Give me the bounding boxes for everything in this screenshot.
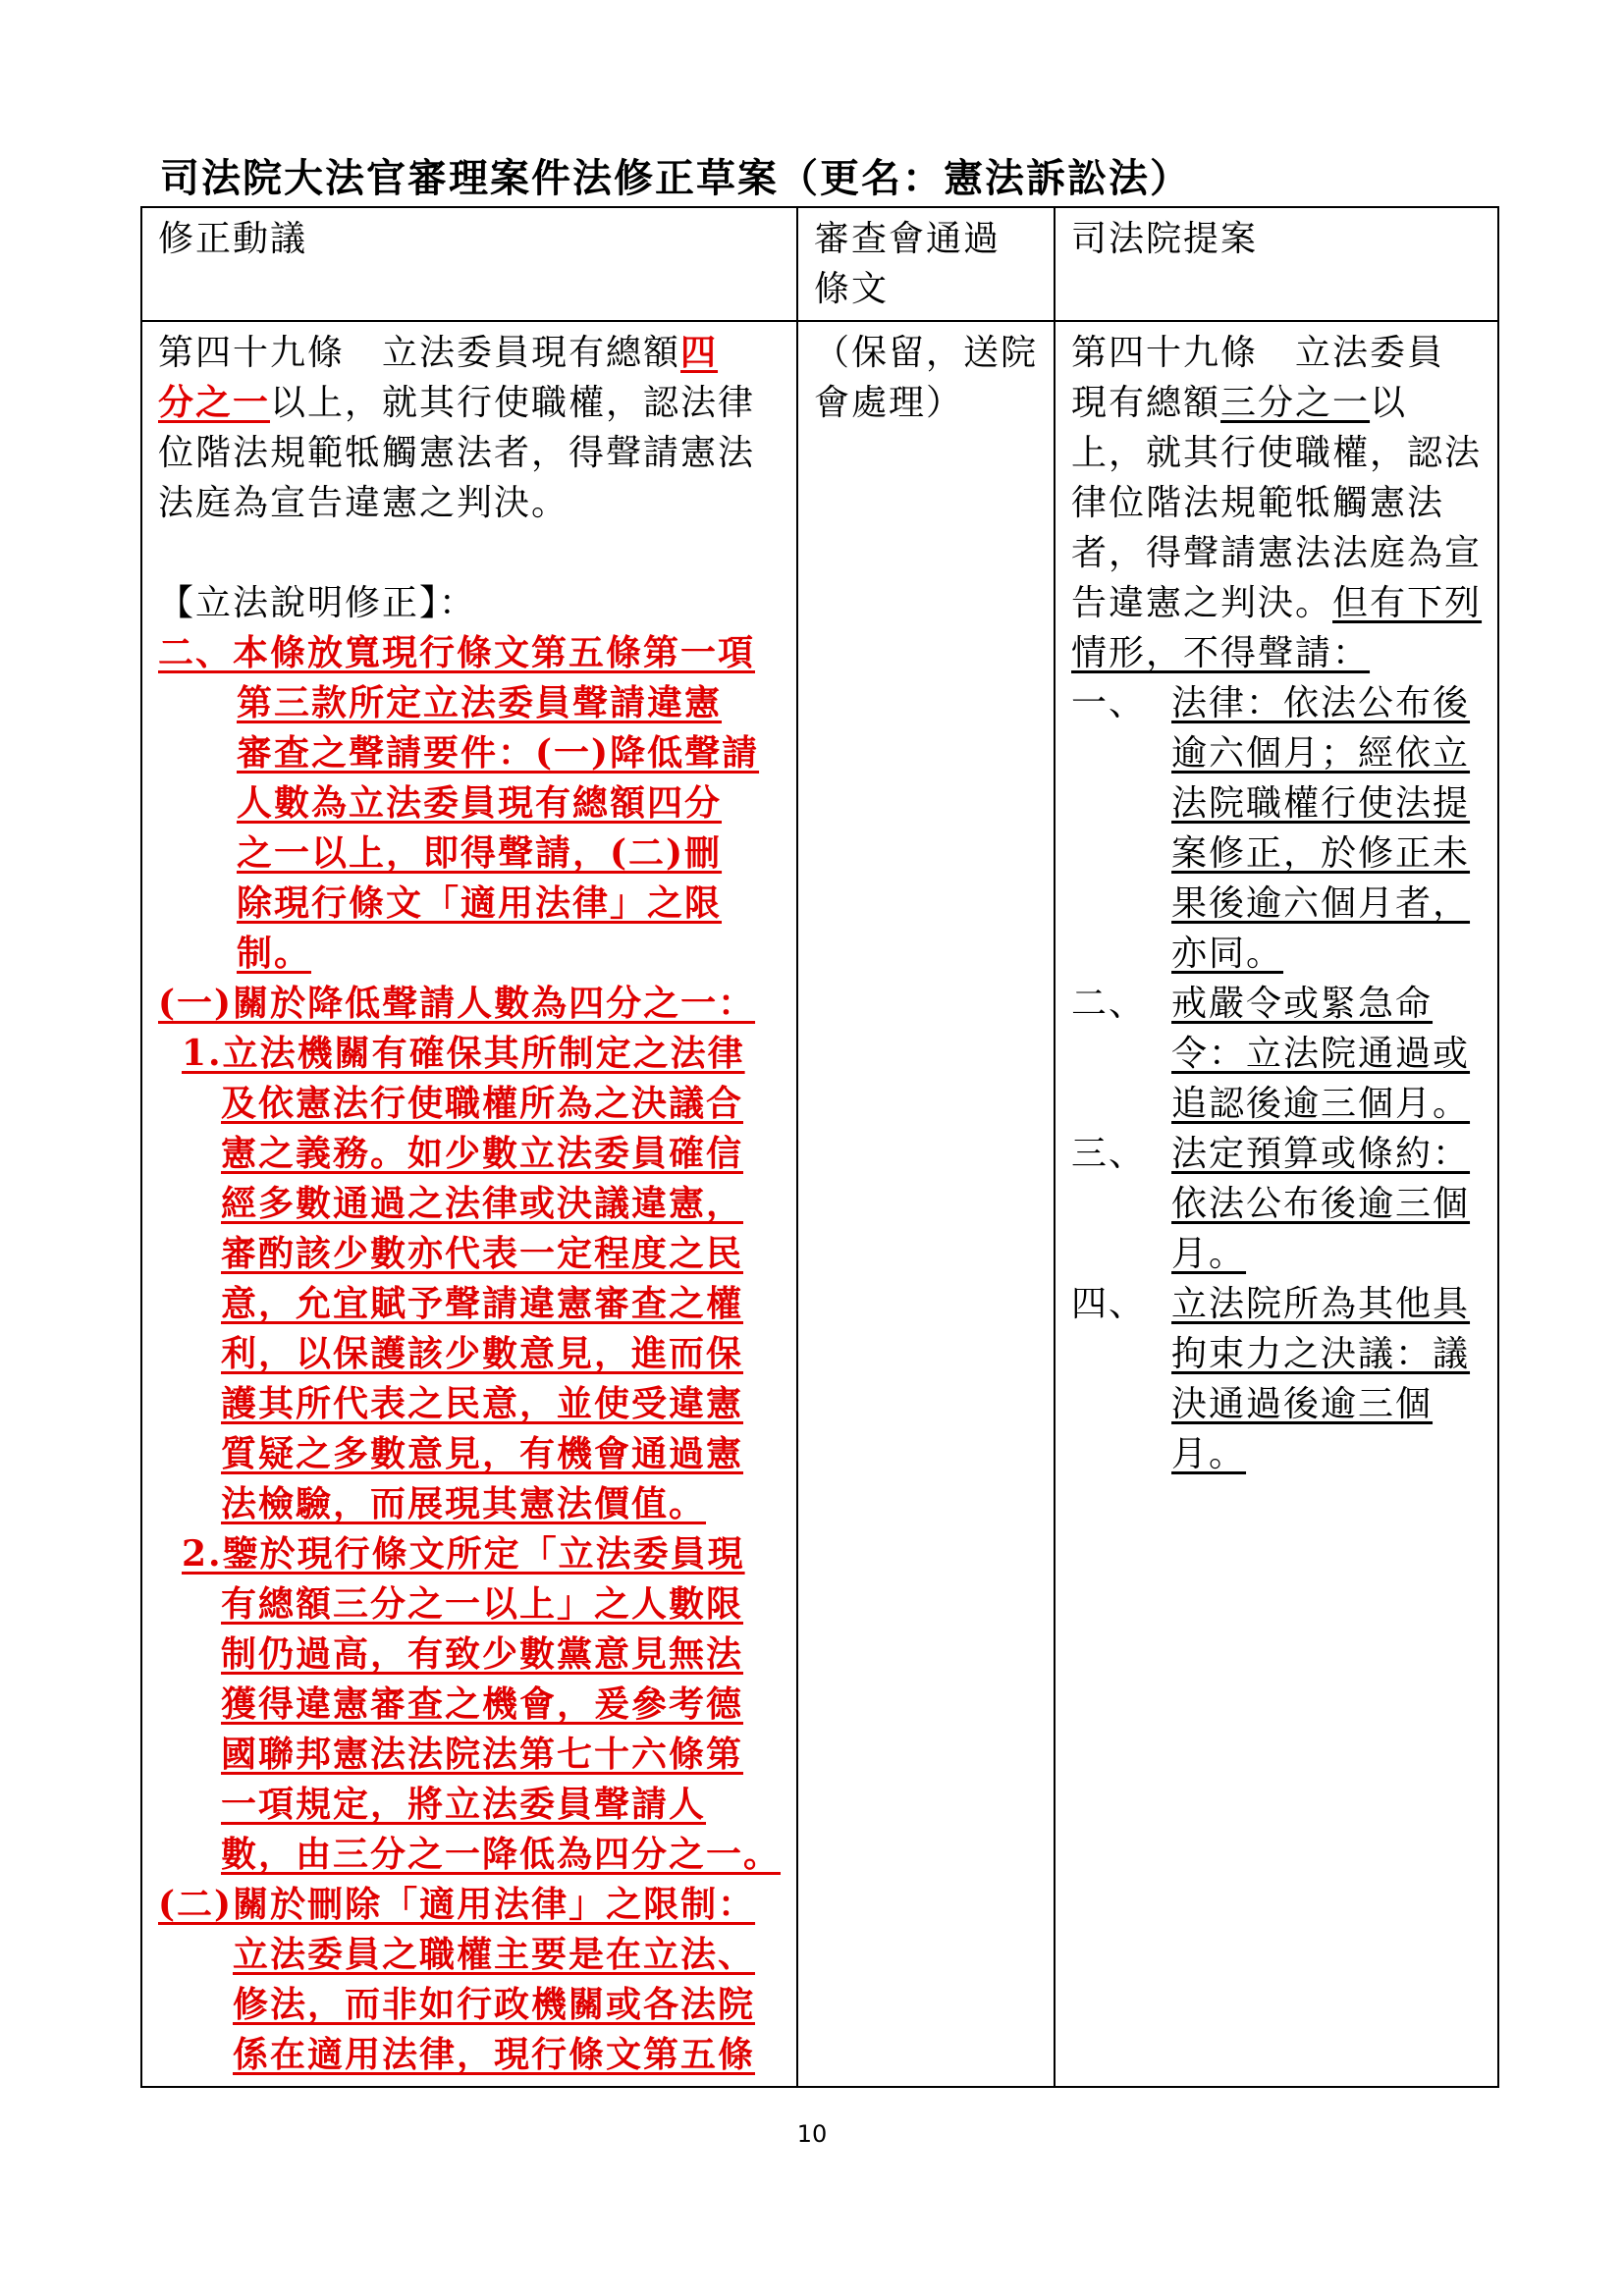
item-line: 依法公布後逾三個: [1171, 1184, 1471, 1224]
explanation-line: 數，由三分之一降低為四分之一。: [221, 1834, 782, 1875]
explanation-line: 制仍過高，有致少數黨意見無法: [221, 1633, 744, 1675]
item-line: 法院職權行使法提: [1171, 783, 1471, 824]
explanation-line: 法檢驗，而展現其憲法價值。: [221, 1483, 707, 1524]
article-line: 法庭為宣告違憲之判決。: [158, 483, 569, 523]
explanation-line: 二、本條放寬現行條文第五條第一項: [158, 632, 756, 673]
committee-cell: [797, 321, 1055, 2087]
judicial-line: 上，就其行使職權，認法: [1071, 433, 1483, 473]
item-line: 立法院所為其他具: [1171, 1284, 1471, 1324]
judicial-text: 現有總額: [1071, 383, 1221, 423]
header-motion: [141, 207, 797, 321]
explanation-line: 經多數通過之法律或決議違憲，: [221, 1183, 744, 1224]
item-number: 二、: [1071, 984, 1147, 1024]
item-number: 一、: [1071, 683, 1147, 723]
item-line: 法定預算或條約：: [1171, 1134, 1471, 1174]
header-motion-label: 修正動議: [158, 219, 308, 259]
amended-text: 四: [680, 332, 719, 373]
explanation-line: 利，以保護該少數意見，進而保: [221, 1333, 744, 1374]
condition-item: [1071, 979, 1482, 1129]
article-row: [141, 321, 1498, 2087]
committee-line: （保留，送院: [814, 333, 1039, 373]
header-row: [141, 207, 1498, 321]
article-line: 位階法規範牴觸憲法者，得聲請憲法: [158, 433, 756, 473]
header-committee-line2: 條文: [814, 269, 890, 309]
article-text: 以上，就其行使職權，認法律: [270, 383, 756, 423]
judicial-line: 情形，不得聲請：: [1071, 633, 1371, 673]
page-number: 10: [796, 2120, 828, 2148]
explanation-line: 第三款所定立法委員聲請違憲: [237, 682, 723, 723]
amended-text: 但有下列: [1332, 583, 1483, 623]
item-line: 法律：依法公布後: [1171, 683, 1471, 723]
judicial-text: 告違憲之判決。: [1071, 583, 1333, 623]
explanation-line: 意，允宜賦予聲請違憲審查之權: [221, 1283, 744, 1324]
explanation-line: 人數為立法委員現有總額四分: [237, 782, 723, 824]
article-text: 第四十九條 立法委員現有總額: [158, 333, 681, 373]
explanation-line: 除現行條文「適用法律」之限: [237, 882, 723, 924]
item-line: 月。: [1171, 1434, 1247, 1474]
judicial-line: 第四十九條 立法委員: [1071, 333, 1445, 373]
explanation-line: 制。: [237, 933, 312, 974]
item-line: 追認後逾三個月。: [1171, 1084, 1471, 1124]
comparison-table: [140, 206, 1499, 2088]
header-committee-line1: 審查會通過: [814, 219, 1001, 259]
condition-item: [1071, 1129, 1482, 1279]
explanation-line: 憲之義務。如少數立法委員確信: [221, 1133, 744, 1174]
article-line: [158, 378, 781, 428]
condition-item: [1071, 678, 1482, 979]
item-line: 決通過後逾三個: [1171, 1384, 1434, 1424]
judicial-text: 以: [1370, 383, 1408, 423]
explanation-line: 2.鑒於現行條文所定「立法委員現: [182, 1533, 745, 1575]
explanation-line: 護其所代表之民意，並使受違憲: [221, 1383, 744, 1424]
explanation-line: 有總額三分之一以上」之人數限: [221, 1583, 744, 1625]
explanation-line: 1.立法機關有確保其所制定之法律: [182, 1033, 745, 1074]
explanation-line: 審酌該少數亦代表一定程度之民: [221, 1233, 744, 1274]
item-line: 亦同。: [1171, 934, 1284, 974]
explanation-line: 係在適用法律，現行條文第五條: [233, 2034, 756, 2075]
judicial-line: 律位階法規範牴觸憲法: [1071, 483, 1445, 523]
explanation-line: 一項規定，將立法委員聲請人: [221, 1784, 707, 1825]
header-judicial: [1055, 207, 1498, 321]
judicial-cell: [1055, 321, 1498, 2087]
header-judicial-label: 司法院提案: [1071, 219, 1259, 259]
spacer: [158, 528, 781, 578]
header-committee: [797, 207, 1055, 321]
document-title: 司法院大法官審理案件法修正草案（更名：憲法訴訟法）: [160, 156, 1191, 201]
explanation-line: (二)關於刪除「適用法律」之限制：: [158, 1884, 756, 1925]
motion-cell: [141, 321, 797, 2087]
explanation-line: 修法，而非如行政機關或各法院: [233, 1984, 756, 2025]
amended-text: 分之一: [158, 382, 271, 423]
explanation-line: 質疑之多數意見，有機會通過憲: [221, 1433, 744, 1474]
explanation-line: 立法委員之職權主要是在立法、: [233, 1934, 756, 1975]
explanation-block: [158, 628, 781, 2080]
item-line: 逾六個月；經依立: [1171, 733, 1471, 774]
explanation-line: (一)關於降低聲請人數為四分之一：: [158, 983, 756, 1024]
item-line: 戒嚴令或緊急命: [1171, 984, 1434, 1024]
explanation-line: 之一以上，即得聲請，(二)刪: [237, 832, 723, 874]
item-line: 月。: [1171, 1234, 1247, 1274]
judicial-line: 者，得聲請憲法法庭為宣: [1071, 533, 1483, 573]
explanation-line: 及依憲法行使職權所為之決議合: [221, 1083, 744, 1124]
amended-text: 三分之一: [1220, 383, 1371, 423]
explanation-line: 獲得違憲審查之機會，爰參考德: [221, 1683, 744, 1725]
committee-line: 會處理）: [814, 383, 964, 423]
article-line: [158, 328, 781, 378]
explanation-line: 審查之聲請要件：(一)降低聲請: [237, 732, 760, 774]
explanation-heading: 【立法說明修正】：: [158, 583, 477, 623]
item-line: 拘束力之決議：議: [1171, 1334, 1471, 1374]
item-line: 案修正，於修正未: [1171, 833, 1471, 874]
judicial-line: [1071, 578, 1482, 628]
item-number: 三、: [1071, 1134, 1147, 1174]
condition-item: [1071, 1279, 1482, 1479]
item-line: 果後逾六個月者，: [1171, 883, 1471, 924]
explanation-line: 國聯邦憲法法院法第七十六條第: [221, 1734, 744, 1775]
item-line: 令：立法院通過或: [1171, 1034, 1471, 1074]
item-number: 四、: [1071, 1284, 1147, 1324]
judicial-line: [1071, 378, 1482, 428]
